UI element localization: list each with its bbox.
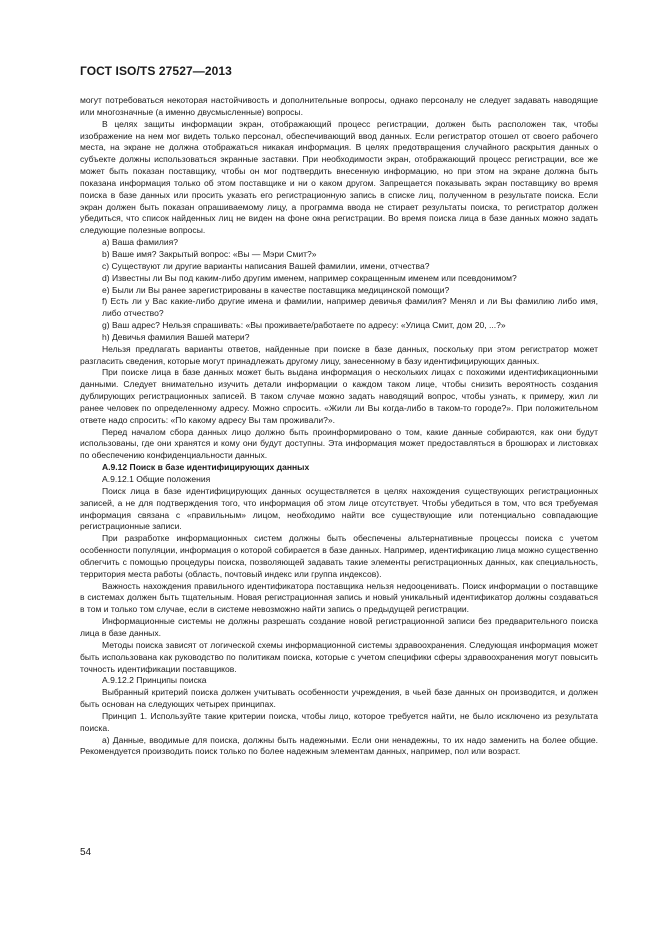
list-item: g) Ваш адрес? Нельзя спрашивать: «Вы проживаете/работаете по адресу: «Улица Смит, дом 20, ...?» xyxy=(102,320,506,331)
list-item: c) Существуют ли другие варианты написания Вашей фамилии, имени, отчества? xyxy=(102,260,430,271)
list-item: h) Девичья фамилия Вашей матери? xyxy=(102,331,250,342)
list-item: b) Ваше имя? Закрытый вопрос: «Вы — Мэри Смит?» xyxy=(102,248,317,259)
paragraph: Выбранный критерий поиска должен учитывать особенности учреждения, в чьей базе данных он производится, и должен быть основан на следующих четырех принципах. xyxy=(80,687,598,710)
paragraph: могут потребоваться некоторая настойчивость и дополнительные вопросы, однако персоналу не следует задавать наводящие или многозначные (а именно двусмысленные) вопросы. xyxy=(80,95,598,117)
paragraph: Поиск лица в базе идентифицирующих данных осуществляется в целях нахождения существующих регистрационных записей, а не для подтверждения того, что информация об этом лице отсутствует. Чтобы убедиться в том, что вся требуемая информация связана с «правильным» лицом, необходимо найти все существующие или потенциально совпадающие регистрационные записи. xyxy=(80,485,598,532)
list-item: d) Известны ли Вы под каким-либо другим именем, например сокращенным именем или псевдонимом? xyxy=(102,272,517,283)
paragraph: Принцип 1. Используйте такие критерии поиска, чтобы лицо, которое требуется найти, не было исключено из результата поиска. xyxy=(80,710,598,733)
paragraph: а) Данные, вводимые для поиска, должны быть надежными. Если они ненадежны, то их надо заменить на более общие. Рекомендуется производить поиск только по более надежным элементам данных, например, пол или возраст. xyxy=(80,734,598,757)
subsection-heading: А.9.12.1 Общие положения xyxy=(102,474,211,484)
paragraph: При разработке информационных систем должны быть обеспечены альтернативные процессы поиска с учетом особенности популяции, информация о которой собирается в базе данных. Например, идентификацию лица можно существенно облегчить с помощью процедуры поиска, позволяющей задавать такие элементы регистрационных данных, как специальность, территория места работы (область, почтовый индекс или группа индексов). xyxy=(80,533,598,579)
paragraph: Нельзя предлагать варианты ответов, найденные при поиске в базе данных, поскольку при этом регистратор может разгласить сведения, которые могут принадлежать другому лицу, занесенному в базу идентифицирующих данных. xyxy=(80,343,598,366)
list-item: e) Были ли Вы ранее зарегистрированы в качестве поставщика медицинской помощи? xyxy=(102,284,450,295)
document-header: ГОСТ ISO/TS 27527—2013 xyxy=(80,64,232,78)
paragraph: Перед началом сбора данных лицо должно быть проинформировано о том, какие данные собираются, как они будут использованы, где они хранятся и кому они будут доступны. Эта информация может предоставляться в брошюрах и листовках по обеспечению конфиденциальности данных. xyxy=(80,426,598,461)
section-heading: А.9.12 Поиск в базе идентифицирующих данных xyxy=(102,462,310,473)
subsection-heading: А.9.12.2 Принципы поиска xyxy=(102,675,207,686)
paragraph: Информационные системы не должны разрешать создание новой регистрационной записи без предварительного поиска лица в базе данных. xyxy=(80,616,598,638)
paragraph: В целях защиты информации экран, отображающий процесс регистрации, должен быть расположен так, чтобы изображение на нем мог видеть только персонал, обеспечивающий ввод данных. Если регистратор отошел от своего рабочего места, на экране не должна отображаться никакая информация. В целях предотвращения случайного раскрытия данных о субъекте должны использоваться экранные заставки. При необходимости экран, отображающий процесс регистрации, все же может быть показан поставщику, чтобы он мог подтвердить внесенную информацию, но при этом на экране должна быть показана информация только об этом поставщике и ни о каком другом. Запрещается показывать экран поставщику во время поиска в базе данных или просить указать его регистрационную запись в списке лиц, полученном в результате поиска. Если экран должен быть показан опрашиваемому лицу, а программа ввода не стирает результаты поиска, то регистратор должен убедиться, что список найденных лиц не виден на фоне окна регистрации. Во время поиска лица в базе данных можно задать следующие полезные вопросы. xyxy=(80,118,598,236)
page-number: 54 xyxy=(80,847,92,858)
list-item: f) Есть ли у Вас какие-либо другие имена и фамилии, например девичья фамилия? Менял и ли Вы фамилию либо имя, либо отчество? xyxy=(102,296,598,319)
paragraph: При поиске лица в базе данных может быть выдана информация о нескольких лицах с похожими идентификационными данными. Следует внимательно изучить детали информации о каждом таком лице, чтобы снизить вероятность создания дублирующих регистрационных записей. В таком случае можно задать наводящий вопрос, чтобы узнать, к примеру, жил ли ранее человек по определенному адресу. Можно спросить. «Жили ли Вы когда-либо в таком-то городе?». При положительном ответе надо спросить: «По какому адресу Вы там проживали?». xyxy=(80,367,598,425)
document-body xyxy=(80,95,598,758)
list-item: a) Ваша фамилия? xyxy=(102,237,178,248)
paragraph: Методы поиска зависят от логической схемы информационной системы здравоохранения. Следующая информация может быть использована как руководство по политикам поиска, которые с учетом специфики сферы здравоохранения могут повысить точность идентификации поставщиков. xyxy=(80,639,598,674)
paragraph: Важность нахождения правильного идентификатора поставщика нельзя недооценивать. Поиск информации о поставщике в системах должен быть тщательным. Новая регистрационная запись и новый уникальный идентификатор должны создаваться в том и только том случае, если в системе невозможно найти запись о предыдущей регистрации. xyxy=(80,580,598,615)
